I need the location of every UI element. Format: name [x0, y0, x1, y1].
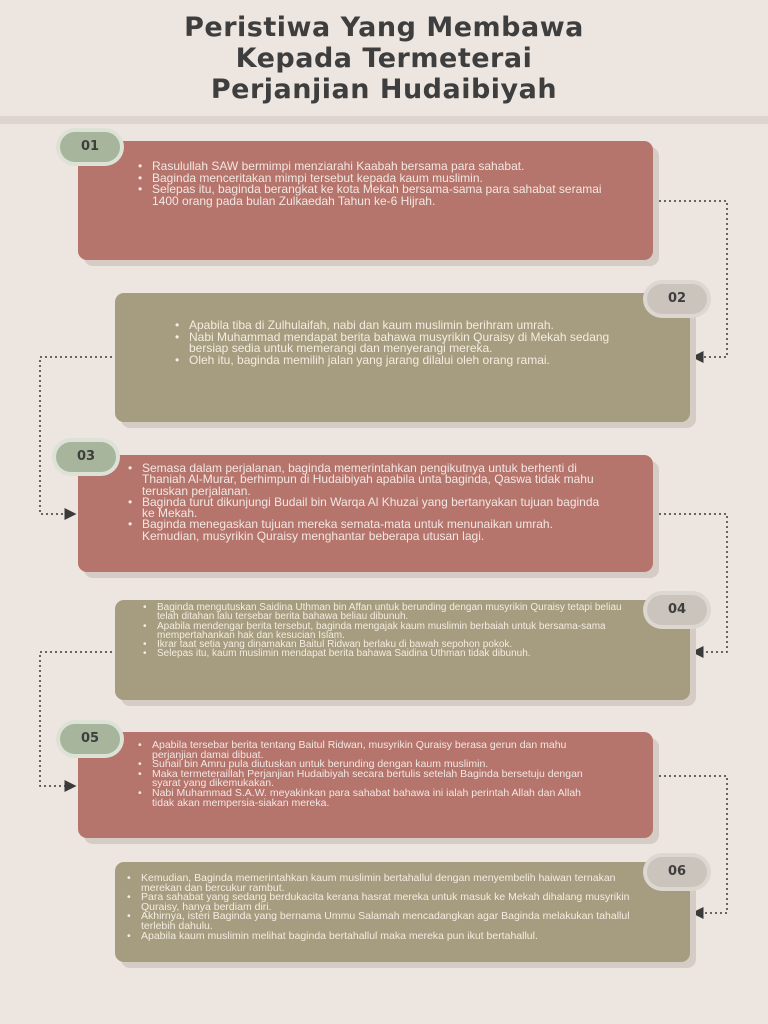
step-card-01 — [78, 141, 653, 260]
step-03-bullet-2: • Baginda turut dikunjungi Budail bin Warqa Al Khuzai yang bertanyakan tujuan baginda ke Mekah. — [126, 497, 613, 520]
step-04-bullet-4: • Selepas itu, kaum muslimin mendapat berita bahawa Saidina Uthman tidak dibunuh. — [141, 649, 630, 658]
step-card-02 — [115, 293, 690, 422]
step-card-05 — [78, 732, 653, 838]
step-03-bullet-1: • Semasa dalam perjalanan, baginda memerintahkan pengikutnya untuk berhenti di Thaniah Al-Murar, berhimpun di Hudaibiyah apabila unta baginda, Qaswa tidak mahu teruskan perjalanan. — [126, 463, 613, 497]
step-badge-04: 04 — [647, 595, 707, 625]
step-02-bullet-2: • Nabi Muhammad mendapat berita bahawa musyrikin Quraisy di Mekah sedang bersiap sedia untuk memerangi dan menyerangi mereka. — [173, 332, 630, 355]
title-line-1: Peristiwa Yang Membawa — [184, 12, 584, 43]
step-04-bullet-2: • Apabila mendengar berita tersebut, baginda mengajak kaum muslimin berbaiah untuk bersama-sama mempertahankan hak dan kesucian Islam. — [141, 622, 630, 641]
step-04-bullet-1: • Baginda mengutuskan Saidina Uthman bin Affan untuk berunding dengan musyrikin Quraisy tetapi beliau telah ditahan lalu tersebar berita bahawa beliau dibunuh. — [141, 603, 630, 622]
step-02-bullet-3: • Oleh itu, baginda memilih jalan yang jarang dilalui oleh orang ramai. — [173, 355, 630, 367]
step-card-06 — [115, 862, 690, 962]
step-06-bullet-2: • Para sahabat yang sedang berdukacita kerana hasrat mereka untuk masuk ke Mekah dihalang musyrikin Quraisy, hanya berdiam diri. — [125, 893, 650, 912]
step-badge-01: 01 — [60, 132, 120, 162]
step-06-bullet-4: • Apabila kaum muslimin melihat baginda bertahallul maka mereka pun ikut bertahallul. — [125, 932, 650, 942]
step-03-bullet-3: • Baginda menegaskan tujuan mereka semata-mata untuk menunaikan umrah. Kemudian, musyrikin Quraisy menghantar beberapa utusan lagi. — [126, 519, 613, 542]
step-card-03 — [78, 455, 653, 572]
step-01-bullet-3: • Selepas itu, baginda berangkat ke kota Mekah bersama-sama para sahabat seramai 1400 orang pada bulan Zulkaedah Tahun ke-6 Hijrah. — [136, 184, 613, 207]
step-01-bullet-1: • Rasulullah SAW bermimpi menziarahi Kaabah bersama para sahabat. — [136, 161, 613, 173]
step-badge-03: 03 — [56, 442, 116, 472]
step-badge-05: 05 — [60, 724, 120, 754]
step-06-bullet-3: • Akhirnya, isteri Baginda yang bernama Ummu Salamah mencadangkan agar Baginda melakukan tahallul terlebih dahulu. — [125, 912, 650, 931]
title-line-3: Perjanjian Hudaibiyah — [210, 74, 558, 105]
title-line-2: Kepada Termeterai — [235, 43, 533, 74]
step-badge-02: 02 — [647, 284, 707, 314]
step-06-bullet-1: • Kemudian, Baginda memerintahkan kaum muslimin bertahallul dengan menyembelih haiwan ternakan merekan dan bercukur rambut. — [125, 874, 650, 893]
step-04-bullet-3: • Ikrar taat setia yang dinamakan Baitul Ridwan berlaku di bawah sepohon pokok. — [141, 640, 630, 649]
step-05-bullet-3: • Maka termeteraillah Perjanjian Hudaibiyah secara bertulis setelah Baginda bersetuju dengan syarat yang dikemukakan. — [136, 770, 593, 789]
step-05-bullet-2: • Suhail bin Amru pula diutuskan untuk berunding dengan kaum muslimin. — [136, 760, 593, 770]
step-card-04 — [115, 600, 690, 700]
step-05-bullet-4: • Nabi Muhammad S.A.W. meyakinkan para sahabat bahawa ini ialah perintah Allah dan Allah tidak akan mempersia-siakan mereka. — [136, 789, 593, 808]
step-badge-06: 06 — [647, 857, 707, 887]
step-05-bullet-1: • Apabila tersebar berita tentang Baitul Ridwan, musyrikin Quraisy berasa gerun dan mahu perjanjian damai dibuat. — [136, 741, 593, 760]
step-02-bullet-1: • Apabila tiba di Zulhulaifah, nabi dan kaum muslimin berihram umrah. — [173, 320, 630, 332]
step-01-bullet-2: • Baginda menceritakan mimpi tersebut kepada kaum muslimin. — [136, 173, 613, 185]
